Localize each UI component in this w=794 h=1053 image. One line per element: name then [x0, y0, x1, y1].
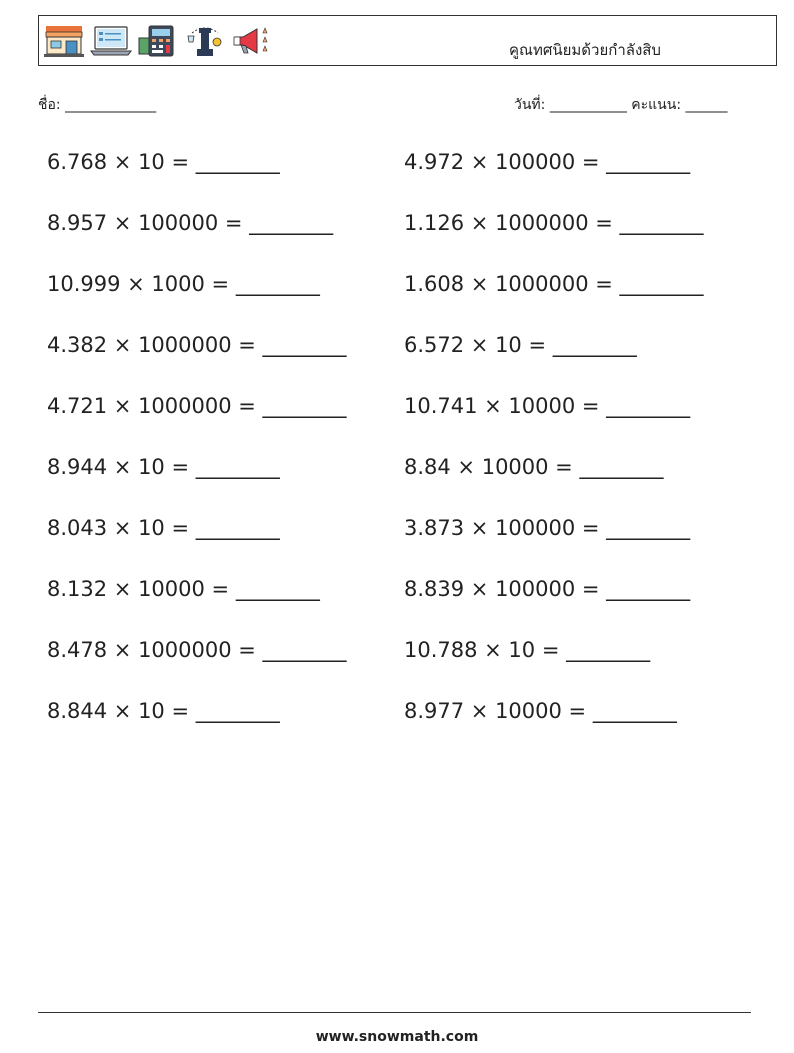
calculator-icon: [137, 24, 179, 58]
worksheet-header: [38, 15, 777, 66]
problem-item: 8.957 × 100000 = ________: [47, 211, 334, 235]
problem-item: 8.132 × 10000 = ________: [47, 577, 320, 601]
problem-item: 4.721 × 1000000 = ________: [47, 394, 347, 418]
date-score-label: วันที่: ___________ คะแนน: ______: [514, 97, 728, 113]
problem-row: [47, 573, 767, 634]
problem-item: 8.944 × 10 = ________: [47, 455, 280, 479]
footer-site-link[interactable]: www.snowmath.com: [315, 1029, 479, 1045]
problem-item: 8.478 × 1000000 = ________: [47, 638, 347, 662]
problem-item: 1.608 × 1000000 = ________: [404, 272, 704, 296]
chess-rook-icon: [184, 24, 226, 58]
problem-row: [47, 695, 767, 756]
storefront-icon: [43, 24, 85, 58]
problem-item: 8.839 × 100000 = ________: [404, 577, 691, 601]
worksheet-title: คูณทศนิยมด้วยกำลังสิบ: [509, 41, 661, 59]
problem-grid: [47, 146, 767, 756]
problem-row: [47, 207, 767, 268]
problem-item: 6.768 × 10 = ________: [47, 150, 280, 174]
problem-row: [47, 146, 767, 207]
footer-divider: [38, 1012, 751, 1013]
problem-item: 1.126 × 1000000 = ________: [404, 211, 704, 235]
problem-item: 10.788 × 10 = ________: [404, 638, 651, 662]
problem-item: 10.741 × 10000 = ________: [404, 394, 691, 418]
laptop-icon: [90, 24, 132, 58]
problem-item: 4.972 × 100000 = ________: [404, 150, 691, 174]
problem-item: 3.873 × 100000 = ________: [404, 516, 691, 540]
header-icons: [43, 24, 273, 58]
problem-item: 8.844 × 10 = ________: [47, 699, 280, 723]
problem-item: 6.572 × 10 = ________: [404, 333, 637, 357]
problem-item: 10.999 × 1000 = ________: [47, 272, 320, 296]
problem-row: [47, 634, 767, 695]
problem-item: 8.977 × 10000 = ________: [404, 699, 677, 723]
problem-row: [47, 329, 767, 390]
problem-item: 8.84 × 10000 = ________: [404, 455, 664, 479]
problem-row: [47, 268, 767, 329]
problem-row: [47, 512, 767, 573]
megaphone-icon: [231, 24, 273, 58]
problem-row: [47, 390, 767, 451]
problem-item: 4.382 × 1000000 = ________: [47, 333, 347, 357]
problem-item: 8.043 × 10 = ________: [47, 516, 280, 540]
name-field-label: ชื่อ: _____________: [38, 97, 157, 113]
problem-row: [47, 451, 767, 512]
